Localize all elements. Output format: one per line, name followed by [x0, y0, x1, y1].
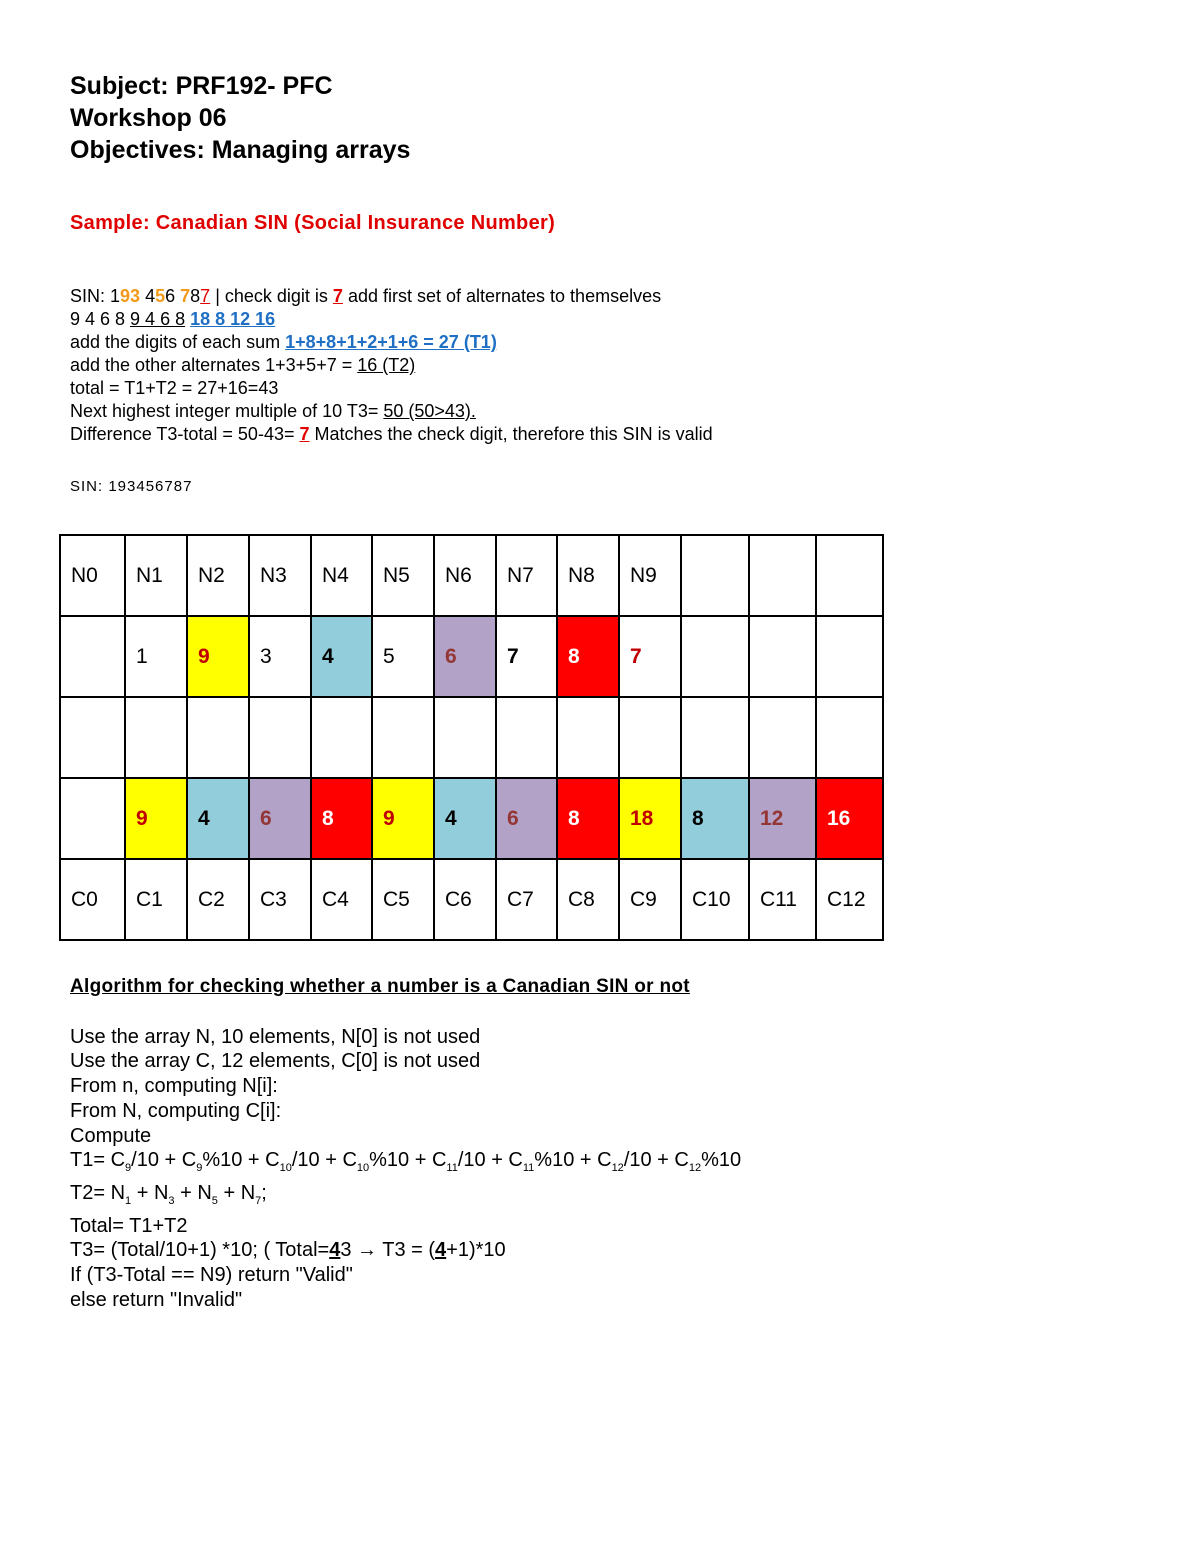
table-cell: N9 — [619, 535, 681, 616]
else-line: else return "Invalid" — [70, 1288, 243, 1311]
table-cell: C0 — [60, 859, 125, 940]
table-cell — [681, 616, 749, 697]
table-cell: 16 — [816, 778, 883, 859]
workshop-heading: Workshop 06 — [70, 104, 227, 132]
table-cell: N8 — [557, 535, 619, 616]
difference-value: 7 — [299, 424, 310, 444]
table-cell: 7 — [496, 616, 557, 697]
c-index-row — [60, 859, 883, 940]
formula-text: /10 + C — [457, 1149, 523, 1172]
table-cell: C10 — [681, 859, 749, 940]
alternates-text: add first set of alternates to themselves — [342, 286, 662, 306]
explanation-line-6 — [70, 400, 1130, 423]
table-cell — [557, 697, 619, 778]
table-cell: N3 — [249, 535, 311, 616]
table-cell: C4 — [311, 859, 372, 940]
table-cell: C5 — [372, 859, 434, 940]
formula-subscript: 10 — [356, 1162, 370, 1175]
table-cell: N2 — [187, 535, 249, 616]
formula-text: %10 + C — [369, 1149, 447, 1172]
formula-subscript: 12 — [688, 1162, 702, 1175]
table-cell: N7 — [496, 535, 557, 616]
sin-digit-alternate: 9 — [120, 286, 131, 306]
table-cell: N4 — [311, 535, 372, 616]
sin-digit: 4 — [145, 286, 156, 306]
check-digit-value: 7 — [332, 286, 343, 306]
formula-text: %10 + C — [202, 1149, 280, 1172]
sin-digit: 1 — [110, 286, 121, 306]
sin-array-table — [59, 534, 884, 941]
table-cell — [496, 697, 557, 778]
formula-subscript: 3 — [168, 1194, 175, 1207]
algorithm-line: Use the array C, 12 elements, C[0] is not used — [70, 1050, 481, 1073]
table-cell: C11 — [749, 859, 816, 940]
t2-value: 16 (T2) — [357, 355, 416, 375]
table-cell — [125, 697, 187, 778]
alternates-doubled: 9 4 6 8 — [130, 309, 186, 329]
formula-subscript: 10 — [279, 1162, 292, 1175]
t1-value: 1+8+8+1+2+1+6 = 27 (T1) — [285, 332, 497, 352]
subject-heading: Subject: PRF192- PFC — [70, 72, 333, 100]
formula-text: /10 + C — [291, 1149, 357, 1172]
formula-text: + N — [131, 1181, 169, 1204]
table-cell: 9 — [125, 778, 187, 859]
table-cell — [816, 535, 883, 616]
sin-prefix: SIN: — [70, 286, 111, 306]
formula-subscript: 9 — [196, 1162, 203, 1175]
algorithm-title: Algorithm for checking whether a number is a Canadian SIN or not — [70, 976, 690, 997]
t1-formula — [70, 1148, 1130, 1181]
algorithm-line: From n, computing N[i]: — [70, 1075, 278, 1098]
table-cell: N6 — [434, 535, 496, 616]
formula-subscript: 1 — [125, 1194, 132, 1207]
formula-subscript: 9 — [125, 1162, 132, 1175]
table-cell: 18 — [619, 778, 681, 859]
table-cell: 5 — [372, 616, 434, 697]
table-cell: 8 — [557, 616, 619, 697]
explanation-line-4 — [70, 354, 1130, 377]
total-formula: Total= T1+T2 — [70, 1214, 188, 1237]
table-cell: 12 — [749, 778, 816, 859]
table-cell — [749, 616, 816, 697]
t3-text: Next highest integer multiple of 10 T3= — [70, 401, 384, 421]
n-digits-row — [60, 616, 883, 697]
sin-digit: 7 — [180, 286, 191, 306]
formula-text: T3= (Total/10+1) *10; ( Total= — [70, 1239, 330, 1262]
explanation-line-1 — [70, 285, 1130, 308]
objectives-heading: Objectives: Managing arrays — [70, 136, 411, 164]
table-cell: C2 — [187, 859, 249, 940]
document-page — [70, 70, 1130, 495]
other-alternates-text: add the other alternates 1+3+5+7 = — [70, 355, 358, 375]
empty-row — [60, 697, 883, 778]
formula-subscript: 12 — [611, 1162, 624, 1175]
validity-text: Matches the check digit, therefore this SIN is valid — [309, 424, 713, 444]
table-cell — [434, 697, 496, 778]
table-cell: 4 — [434, 778, 496, 859]
table-cell — [681, 535, 749, 616]
table-cell: 8 — [681, 778, 749, 859]
sample-heading: Sample: Canadian SIN (Social Insurance Number) — [70, 212, 556, 234]
table-cell — [681, 697, 749, 778]
table-cell: C12 — [816, 859, 883, 940]
c-values-row — [60, 778, 883, 859]
table-cell — [249, 697, 311, 778]
table-cell — [749, 535, 816, 616]
table-cell — [816, 616, 883, 697]
table-cell — [816, 697, 883, 778]
formula-text: + N — [217, 1181, 256, 1204]
explanation-line-5: total = T1+T2 = 27+16=43 — [70, 378, 279, 398]
formula-subscript: 11 — [446, 1162, 458, 1175]
sin-digit: 6 — [165, 286, 176, 306]
algorithm-line: Compute — [70, 1124, 152, 1147]
table-cell — [60, 616, 125, 697]
table-cell: C6 — [434, 859, 496, 940]
formula-text: ; — [261, 1181, 267, 1204]
table-cell — [60, 778, 125, 859]
t3-value: 50 (50>43). — [383, 401, 476, 421]
check-digit-text: | check digit is — [210, 286, 333, 306]
table-cell: 8 — [557, 778, 619, 859]
table-cell: 4 — [311, 616, 372, 697]
formula-text: /10 + C — [623, 1149, 689, 1172]
formula-text: %10 — [701, 1149, 742, 1172]
explanation-line-2 — [70, 308, 1130, 331]
table-cell: 1 — [125, 616, 187, 697]
table-cell: 4 — [187, 778, 249, 859]
formula-text: T3 = ( — [377, 1239, 436, 1262]
formula-text: +1)*10 — [446, 1239, 506, 1262]
digits-sum-text: add the digits of each sum — [70, 332, 286, 352]
n-index-row — [60, 535, 883, 616]
formula-subscript: 5 — [211, 1194, 218, 1207]
sums-list: 18 8 12 16 — [190, 309, 276, 329]
formula-text: + N — [174, 1181, 212, 1204]
formula-text: T2= N — [70, 1181, 126, 1204]
table-cell — [619, 697, 681, 778]
alternates-list: 9 4 6 8 — [70, 309, 131, 329]
difference-text: Difference T3-total = 50-43= — [70, 424, 300, 444]
algorithm-section — [70, 975, 1130, 1312]
table-cell: C1 — [125, 859, 187, 940]
table-cell — [60, 697, 125, 778]
arrow-icon: → — [357, 1239, 378, 1262]
sin-digit: 8 — [190, 286, 201, 306]
formula-text: 3 — [340, 1239, 358, 1262]
sin-check-digit: 7 — [200, 286, 211, 306]
table-cell — [372, 697, 434, 778]
if-line: If (T3-Total == N9) return "Valid" — [70, 1264, 353, 1287]
table-cell — [749, 697, 816, 778]
table-cell: 3 — [249, 616, 311, 697]
table-cell: N0 — [60, 535, 125, 616]
table-cell: C7 — [496, 859, 557, 940]
explanation-line-3 — [70, 331, 1130, 354]
sin-digit: 3 — [130, 286, 141, 306]
sin-label: SIN: 193456787 — [70, 478, 193, 495]
table-cell: 6 — [249, 778, 311, 859]
table-cell: 9 — [187, 616, 249, 697]
sin-explanation — [70, 285, 1130, 446]
table-cell: 8 — [311, 778, 372, 859]
formula-text: /10 + C — [131, 1149, 197, 1172]
algorithm-line: From N, computing C[i]: — [70, 1099, 282, 1122]
table-cell: N5 — [372, 535, 434, 616]
explanation-line-7 — [70, 423, 1130, 446]
formula-subscript: 11 — [522, 1162, 535, 1175]
table-cell: N1 — [125, 535, 187, 616]
table-cell — [187, 697, 249, 778]
algorithm-line: Use the array N, 10 elements, N[0] is not used — [70, 1025, 481, 1048]
table-cell: 6 — [434, 616, 496, 697]
table-cell: C9 — [619, 859, 681, 940]
formula-emphasis: 4 — [435, 1239, 447, 1262]
table-cell: 9 — [372, 778, 434, 859]
sin-digit-alternate: 5 — [155, 286, 166, 306]
t3-formula — [70, 1238, 1130, 1263]
t2-formula — [70, 1181, 1130, 1214]
formula-emphasis: 4 — [329, 1239, 341, 1262]
table-cell — [311, 697, 372, 778]
formula-text: %10 + C — [534, 1149, 612, 1172]
table-cell: C8 — [557, 859, 619, 940]
table-cell: 7 — [619, 616, 681, 697]
table-cell: C3 — [249, 859, 311, 940]
table-cell: 6 — [496, 778, 557, 859]
formula-subscript: 7 — [255, 1194, 262, 1207]
formula-text: T1= C — [70, 1149, 126, 1172]
